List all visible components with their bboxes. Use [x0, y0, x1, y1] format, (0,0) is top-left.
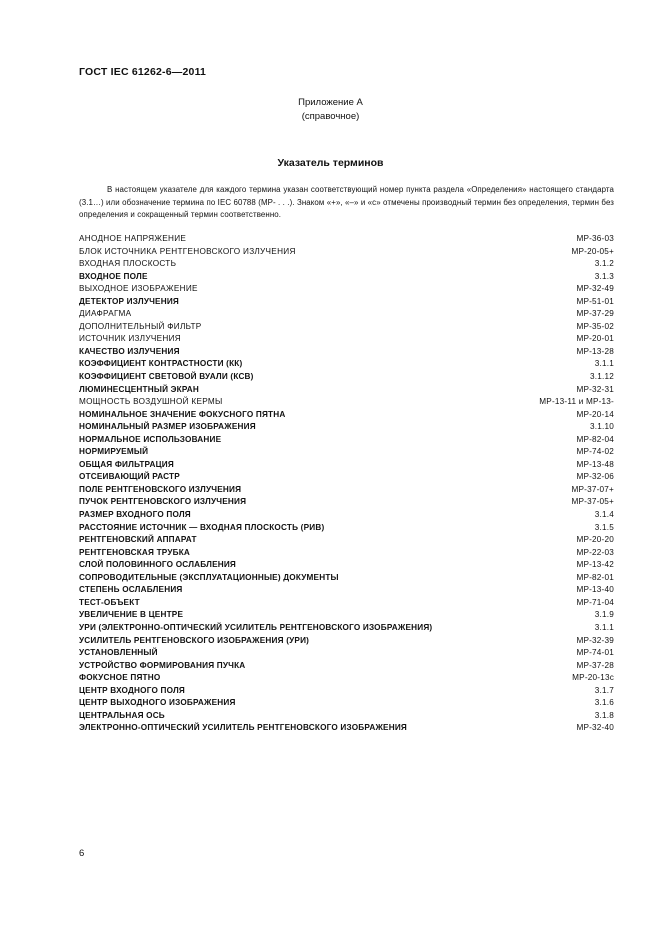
term-row [79, 246, 614, 259]
term-reference: 3.1.12 [590, 372, 614, 382]
term-reference: 3.1.1 [594, 359, 614, 369]
term-name: НОМИНАЛЬНОЕ ЗНАЧЕНИЕ ФОКУСНОГО ПЯТНА [79, 409, 286, 419]
term-row [79, 471, 614, 484]
term-name: КАЧЕСТВО ИЗЛУЧЕНИЯ [79, 346, 180, 356]
term-name: ЭЛЕКТРОННО-ОПТИЧЕСКИЙ УСИЛИТЕЛЬ РЕНТГЕНОВСКОГО ИЗОБРАЖЕНИЯ [79, 723, 407, 733]
term-name: ФОКУСНОЕ ПЯТНО [79, 673, 161, 683]
term-reference: 3.1.2 [594, 259, 614, 269]
term-row [79, 384, 614, 397]
term-reference: МР-74-02 [576, 447, 614, 457]
term-reference: МР-35-02 [576, 321, 614, 331]
term-row [79, 572, 614, 585]
term-name: СЛОЙ ПОЛОВИННОГО ОСЛАБЛЕНИЯ [79, 560, 237, 570]
term-name: ДОПОЛНИТЕЛЬНЫЙ ФИЛЬТР [79, 321, 202, 331]
term-name: ОТСЕИВАЮЩИЙ РАСТР [79, 472, 180, 482]
term-row [79, 534, 614, 547]
terms-list [79, 233, 614, 735]
term-row [79, 333, 614, 346]
term-row [79, 697, 614, 710]
term-reference: МР-32-39 [576, 635, 614, 645]
term-name: ДИАФРАГМА [79, 309, 132, 319]
term-reference: МР-20-14 [576, 409, 614, 419]
term-row [79, 409, 614, 422]
term-reference: МР-37-07+ [571, 484, 614, 494]
term-row [79, 421, 614, 434]
appendix-title: Приложение А [298, 97, 363, 108]
index-title: Указатель терминов [277, 157, 384, 169]
term-reference: МР-82-01 [576, 572, 614, 582]
term-row [79, 496, 614, 509]
page-number: 6 [79, 848, 85, 859]
term-name: БЛОК ИСТОЧНИКА РЕНТГЕНОВСКОГО ИЗЛУЧЕНИЯ [79, 246, 296, 256]
term-row [79, 597, 614, 610]
term-name: УСИЛИТЕЛЬ РЕНТГЕНОВСКОГО ИЗОБРАЖЕНИЯ (УРИ) [79, 635, 310, 645]
term-row [79, 233, 614, 246]
term-row [79, 685, 614, 698]
term-name: РЕНТГЕНОВСКАЯ ТРУБКА [79, 547, 191, 557]
term-name: ЦЕНТР ВЫХОДНОГО ИЗОБРАЖЕНИЯ [79, 698, 236, 708]
term-reference: МР-36-03 [576, 234, 614, 243]
term-reference: МР-37-29 [576, 309, 614, 319]
term-row [79, 321, 614, 334]
term-reference: МР-37-05+ [571, 497, 614, 507]
term-name: ЦЕНТР ВХОДНОГО ПОЛЯ [79, 685, 185, 695]
term-row [79, 559, 614, 572]
term-reference: МР-13-48 [576, 459, 614, 469]
term-row [79, 446, 614, 459]
term-name: ТЕСТ-ОБЪЕКТ [79, 597, 140, 607]
term-name: РАЗМЕР ВХОДНОГО ПОЛЯ [79, 510, 191, 520]
term-name: СТЕПЕНЬ ОСЛАБЛЕНИЯ [79, 585, 183, 595]
term-row [79, 635, 614, 648]
intro-paragraph [79, 184, 614, 222]
term-reference: МР-13-40 [576, 585, 614, 595]
term-name: СОПРОВОДИТЕЛЬНЫЕ (ЭКСПЛУАТАЦИОННЫЕ) ДОКУМЕНТЫ [79, 572, 339, 582]
term-reference: МР-13-28 [576, 346, 614, 356]
term-name: УСТАНОВЛЕННЫЙ [79, 648, 158, 658]
term-row [79, 371, 614, 384]
term-reference: 3.1.10 [590, 422, 614, 432]
term-name: КОЭФФИЦИЕНТ СВЕТОВОЙ ВУАЛИ (КСВ) [79, 372, 254, 382]
term-name: ВХОДНАЯ ПЛОСКОСТЬ [79, 259, 177, 269]
term-name: ОБЩАЯ ФИЛЬТРАЦИЯ [79, 459, 174, 469]
term-reference: МР-32-40 [576, 723, 614, 733]
term-name: АНОДНОЕ НАПРЯЖЕНИЕ [79, 234, 187, 243]
term-name: РЕНТГЕНОВСКИЙ АППАРАТ [79, 535, 197, 545]
term-row [79, 271, 614, 284]
term-name: УРИ (ЭЛЕКТРОННО-ОПТИЧЕСКИЙ УСИЛИТЕЛЬ РЕНТГЕНОВСКОГО ИЗОБРАЖЕНИЯ) [79, 622, 433, 632]
appendix-heading [0, 96, 661, 124]
term-row [79, 672, 614, 685]
term-name: НОМИНАЛЬНЫЙ РАЗМЕР ИЗОБРАЖЕНИЯ [79, 422, 256, 432]
term-row [79, 660, 614, 673]
term-name: НОРМИРУЕМЫЙ [79, 447, 149, 457]
term-reference: МР-51-01 [576, 296, 614, 306]
term-row [79, 308, 614, 321]
term-name: МОЩНОСТЬ ВОЗДУШНОЙ КЕРМЫ [79, 397, 223, 407]
term-reference: МР-20-13с [572, 673, 614, 683]
term-row [79, 722, 614, 735]
term-reference: 3.1.8 [594, 710, 614, 720]
term-row [79, 547, 614, 560]
term-row [79, 434, 614, 447]
term-reference: МР-71-04 [576, 597, 614, 607]
term-row [79, 346, 614, 359]
document-code: ГОСТ IEC 61262-6—2011 [79, 66, 207, 78]
term-name: УСТРОЙСТВО ФОРМИРОВАНИЯ ПУЧКА [79, 660, 246, 670]
term-reference: МР-37-28 [576, 660, 614, 670]
term-row [79, 484, 614, 497]
term-row [79, 522, 614, 535]
term-name: ВХОДНОЕ ПОЛЕ [79, 271, 148, 281]
term-reference: МР-20-20 [576, 535, 614, 545]
term-reference: 3.1.7 [594, 685, 614, 695]
term-reference: МР-22-03 [576, 547, 614, 557]
term-reference: МР-13-42 [576, 560, 614, 570]
term-reference: МР-74-01 [576, 648, 614, 658]
intro-text: В настоящем указателе для каждого термина указан соответствующий номер пункта раздела «Определения» настоящего стандарта (3.1…) или обозначение термина по IEC 60788 (МР- . . .). Знаком «+», «–» и «с» отмечены производный термин без определения, термин без определения и сокращенный термин соответственно. [79, 185, 614, 220]
term-row [79, 584, 614, 597]
term-reference: 3.1.4 [594, 510, 614, 520]
term-reference: МР-32-06 [576, 472, 614, 482]
term-row [79, 258, 614, 271]
term-row [79, 647, 614, 660]
term-row [79, 459, 614, 472]
term-name: НОРМАЛЬНОЕ ИСПОЛЬЗОВАНИЕ [79, 434, 222, 444]
term-reference: МР-32-31 [576, 384, 614, 394]
term-name: РАССТОЯНИЕ ИСТОЧНИК — ВХОДНАЯ ПЛОСКОСТЬ (РИВ) [79, 522, 325, 532]
term-name: КОЭФФИЦИЕНТ КОНТРАСТНОСТИ (КК) [79, 359, 243, 369]
term-name: УВЕЛИЧЕНИЕ В ЦЕНТРЕ [79, 610, 184, 620]
term-name: ЛЮМИНЕСЦЕНТНЫЙ ЭКРАН [79, 384, 200, 394]
term-row [79, 296, 614, 309]
term-row [79, 283, 614, 296]
term-row [79, 622, 614, 635]
term-name: ПУЧОК РЕНТГЕНОВСКОГО ИЗЛУЧЕНИЯ [79, 497, 247, 507]
term-row [79, 358, 614, 371]
term-reference: МР-13-11 и МР-13- [539, 397, 614, 407]
term-name: ПОЛЕ РЕНТГЕНОВСКОГО ИЗЛУЧЕНИЯ [79, 484, 242, 494]
term-name: ВЫХОДНОЕ ИЗОБРАЖЕНИЕ [79, 284, 198, 294]
term-reference: 3.1.9 [594, 610, 614, 620]
term-name: ИСТОЧНИК ИЗЛУЧЕНИЯ [79, 334, 181, 344]
term-row [79, 710, 614, 723]
term-reference: 3.1.1 [594, 622, 614, 632]
term-row [79, 396, 614, 409]
term-reference: 3.1.5 [594, 522, 614, 532]
term-reference: 3.1.6 [594, 698, 614, 708]
term-name: ЦЕНТРАЛЬНАЯ ОСЬ [79, 710, 165, 720]
term-reference: МР-20-05+ [571, 246, 614, 256]
term-reference: МР-20-01 [576, 334, 614, 344]
term-row [79, 509, 614, 522]
term-name: ДЕТЕКТОР ИЗЛУЧЕНИЯ [79, 296, 180, 306]
term-reference: МР-82-04 [576, 434, 614, 444]
term-reference: МР-32-49 [576, 284, 614, 294]
term-row [79, 609, 614, 622]
term-reference: 3.1.3 [594, 271, 614, 281]
appendix-subtitle: (справочное) [301, 111, 360, 122]
